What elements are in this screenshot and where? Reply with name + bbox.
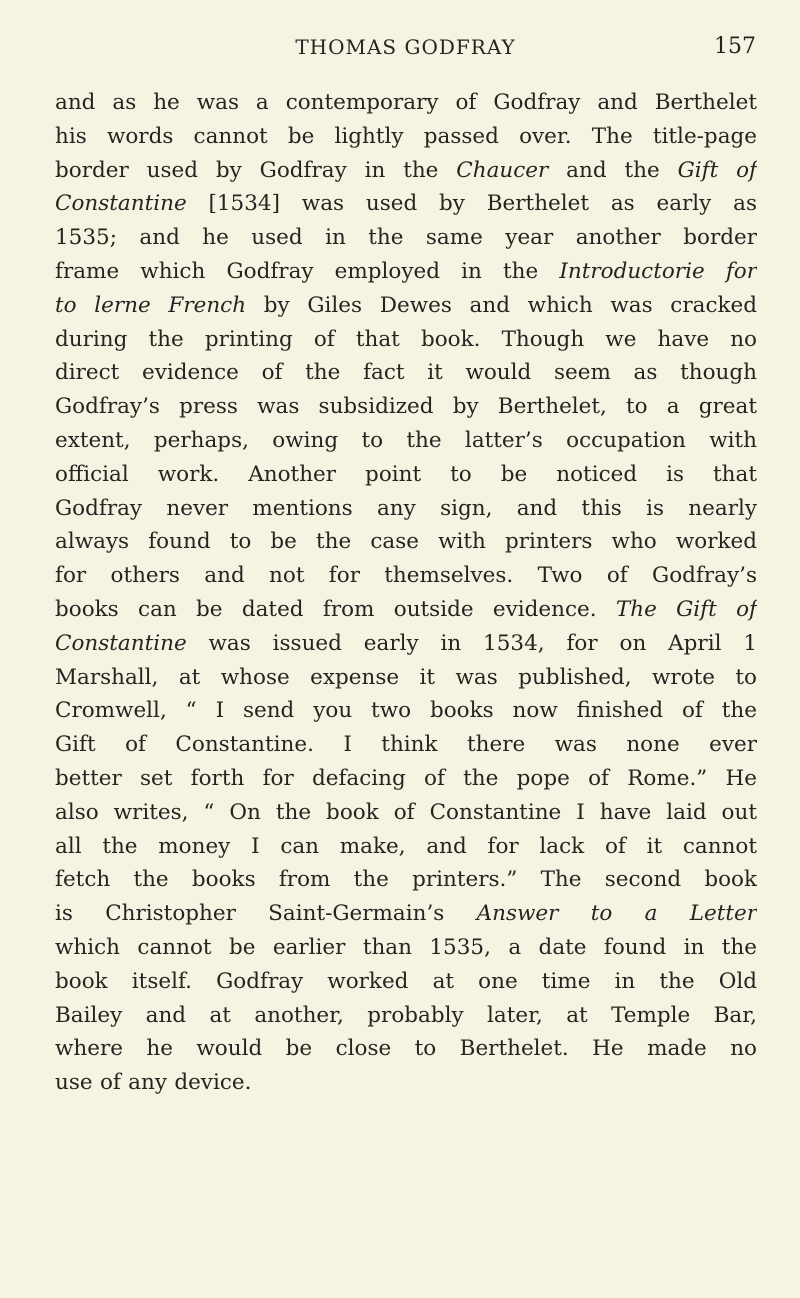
text-line [55, 1032, 757, 1066]
italic-title-text: Constantine [55, 191, 187, 217]
text-segment: Godfray’s press was subsidized by Berthelet, to a great [55, 394, 757, 420]
text-segment: [1534] was used by Berthelet as early as [186, 191, 757, 217]
text-line [55, 593, 757, 627]
text-line [55, 154, 757, 188]
text-line [55, 289, 757, 323]
text-segment: official work. Another point to be noticed is that [55, 461, 757, 487]
text-segment: is Christopher Saint-Germain’s [55, 901, 477, 927]
text-line [55, 525, 757, 559]
text-line [55, 255, 757, 289]
text-segment: where he would be close to Berthelet. He made no [55, 1036, 757, 1062]
text-line [55, 221, 757, 255]
text-line [55, 356, 757, 390]
text-segment: Godfray never mentions any sign, and this is nearly [55, 495, 757, 521]
text-line [55, 931, 757, 965]
text-segment: all the money I can make, and for lack of it cannot [55, 833, 757, 859]
italic-title-text: Gift of [677, 157, 757, 183]
text-segment: Bailey and at another, probably later, at Temple Bar, [55, 1002, 757, 1028]
text-segment: Marshall, at whose expense it was published, wrote to [55, 664, 757, 690]
text-line [55, 323, 757, 357]
text-segment: his words cannot be lightly passed over. The title-page [55, 123, 757, 149]
text-line [55, 390, 757, 424]
text-segment: books can be dated from outside evidence. [55, 596, 616, 622]
text-segment: by Giles Dewes and which was cracked [246, 292, 757, 318]
running-head-title: THOMAS GODFRAY [295, 35, 516, 59]
text-line [55, 830, 757, 864]
text-segment: always found to be the case with printers who worked [55, 529, 757, 555]
text-segment: and the [548, 157, 678, 183]
text-line [55, 999, 757, 1033]
text-segment: use of any device. [55, 1070, 252, 1096]
text-line [55, 965, 757, 999]
text-segment: and as he was a contemporary of Godfray and Berthelet [55, 90, 757, 115]
text-line [55, 1066, 757, 1100]
text-line [55, 559, 757, 593]
text-line [55, 762, 757, 796]
text-line [55, 86, 757, 120]
text-segment: Cromwell, “ I send you two books now finished of the [55, 698, 757, 724]
text-line [55, 492, 757, 526]
text-segment: extent, perhaps, owing to the latter’s occupation with [55, 427, 757, 453]
italic-title-text: Constantine [55, 630, 187, 656]
text-line [55, 424, 757, 458]
text-segment: during the printing of that book. Though we have no [55, 326, 757, 352]
italic-title-text: The Gift of [615, 596, 757, 622]
text-segment: Gift of Constantine. I think there was none ever [55, 732, 757, 758]
italic-title-text: Chaucer [456, 157, 549, 183]
text-line [55, 796, 757, 830]
body-text [55, 86, 757, 1100]
text-line [55, 627, 757, 661]
text-segment: which cannot be earlier than 1535, a date found in the [55, 934, 757, 960]
text-line [55, 728, 757, 762]
text-line [55, 897, 757, 931]
text-line [55, 661, 757, 695]
text-segment: direct evidence of the fact it would seem as though [55, 360, 757, 386]
text-segment: fetch the books from the printers.” The second book [55, 867, 757, 893]
text-line [55, 863, 757, 897]
text-line [55, 694, 757, 728]
text-segment: better set forth for defacing of the pope of Rome.” He [55, 765, 757, 791]
text-line [55, 120, 757, 154]
text-segment: border used by Godfray in the [55, 157, 457, 183]
text-segment: for others and not for themselves. Two of Godfray’s [55, 563, 757, 589]
italic-title-text: to lerne French [55, 292, 247, 318]
italic-title-text: Answer to a Letter [476, 901, 757, 927]
text-segment: book itself. Godfray worked at one time in the Old [55, 968, 757, 994]
page-number: 157 [714, 34, 756, 59]
text-segment: was issued early in 1534, for on April 1 [186, 630, 757, 656]
text-segment: frame which Godfray employed in the [55, 258, 560, 284]
running-head [55, 32, 756, 62]
text-segment: also writes, “ On the book of Constantine I have laid out [55, 799, 757, 825]
text-line [55, 187, 757, 221]
italic-title-text: Introductorie for [559, 258, 757, 284]
text-line [55, 458, 757, 492]
text-segment: 1535; and he used in the same year another border [55, 225, 757, 251]
